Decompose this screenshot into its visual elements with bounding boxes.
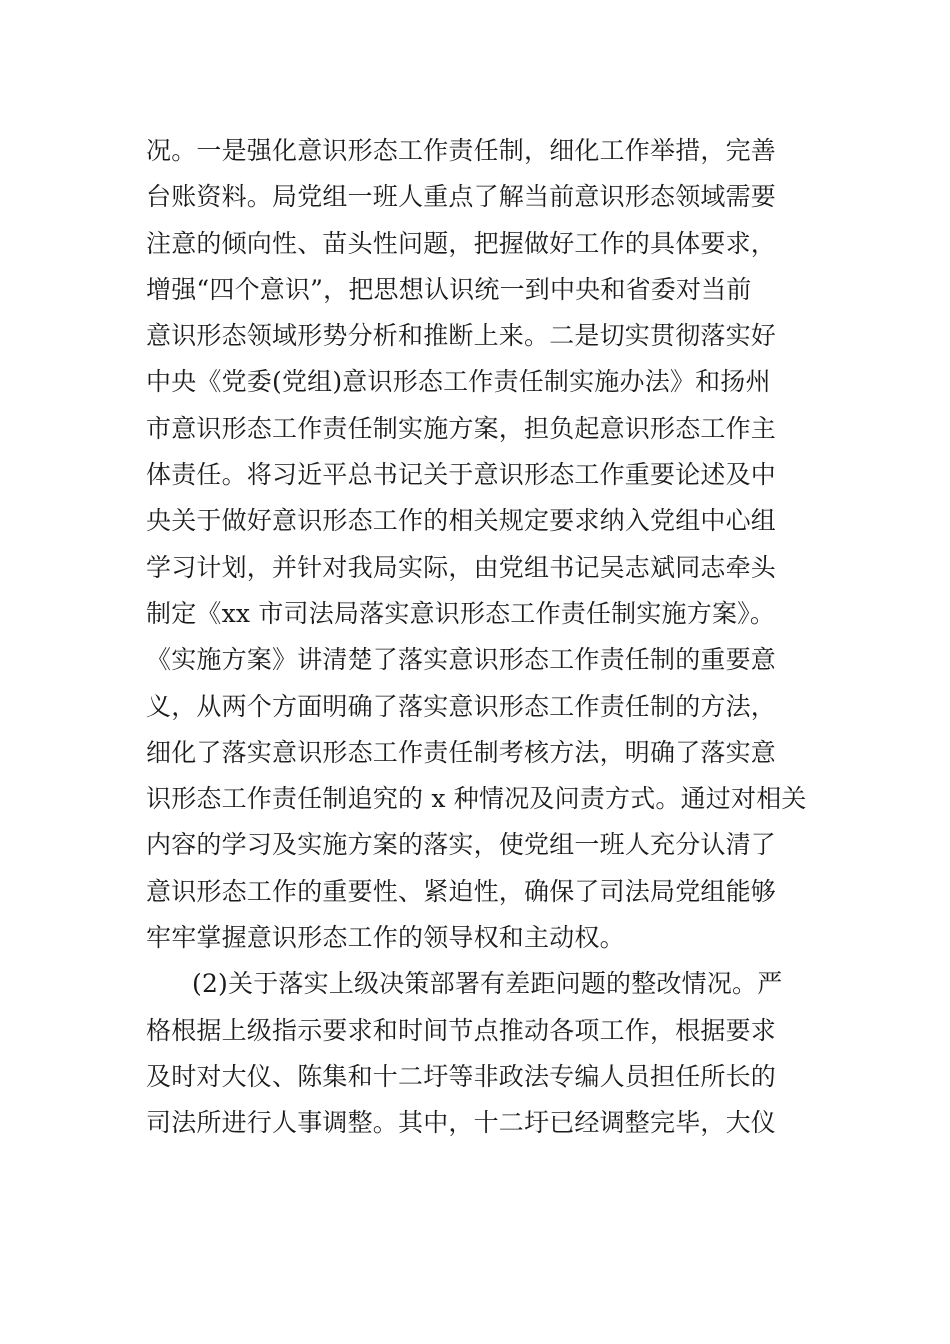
text-line: 台账资料。局党组一班人重点了解当前意识形态领域需要 (146, 182, 777, 212)
text-line: 义，从两个方面明确了落实意识形态工作责任制的方法， (146, 691, 777, 721)
text-line: 央关于做好意识形态工作的相关规定要求纳入党组中心组 (146, 506, 777, 536)
text-line: 中央《党委(党组)意识形态工作责任制实施办法》和扬州 (146, 367, 771, 397)
text-line: 增强“四个意识”，把思想认识统一到中央和省委对当前 (146, 274, 752, 304)
text-line: 意识形态工作的重要性、紧迫性，确保了司法局党组能够 (146, 876, 777, 906)
text-line: 内容的学习及实施方案的落实，使党组一班人充分认清了 (146, 830, 777, 860)
body-text (146, 128, 816, 1147)
paragraph-start-line: (2)关于落实上级决策部署有差距问题的整改情况。严 (192, 969, 783, 999)
text-line: 意识形态领域形势分析和推断上来。二是切实贯彻落实好 (146, 321, 777, 351)
text-line: 格根据上级指示要求和时间节点推动各项工作，根据要求 (146, 1015, 777, 1045)
text-line: 细化了落实意识形态工作责任制考核方法，明确了落实意 (146, 737, 777, 767)
text-line: 市意识形态工作责任制实施方案，担负起意识形态工作主 (146, 413, 777, 443)
text-line: 学习计划，并针对我局实际，由党组书记吴志斌同志牵头 (146, 552, 777, 582)
text-line: 制定《xx 市司法局落实意识形态工作责任制实施方案》。 (146, 598, 776, 628)
text-line: 牢牢掌握意识形态工作的领导权和主动权。 (146, 923, 625, 953)
text-line: 识形态工作责任制追究的 x 种情况及问责方式。通过对相关 (146, 784, 807, 814)
text-line: 注意的倾向性、苗头性问题，把握做好工作的具体要求， (146, 228, 777, 258)
text-line: 《实施方案》讲清楚了落实意识形态工作责任制的重要意 (146, 645, 777, 675)
text-line: 及时对大仪、陈集和十二圩等非政法专编人员担任所长的 (146, 1061, 777, 1091)
text-line: 况。一是强化意识形态工作责任制，细化工作举措，完善 (146, 136, 777, 165)
text-line: 司法所进行人事调整。其中，十二圩已经调整完毕，大仪 (146, 1108, 777, 1138)
text-line: 体责任。将习近平总书记关于意识形态工作重要论述及中 (146, 460, 777, 490)
